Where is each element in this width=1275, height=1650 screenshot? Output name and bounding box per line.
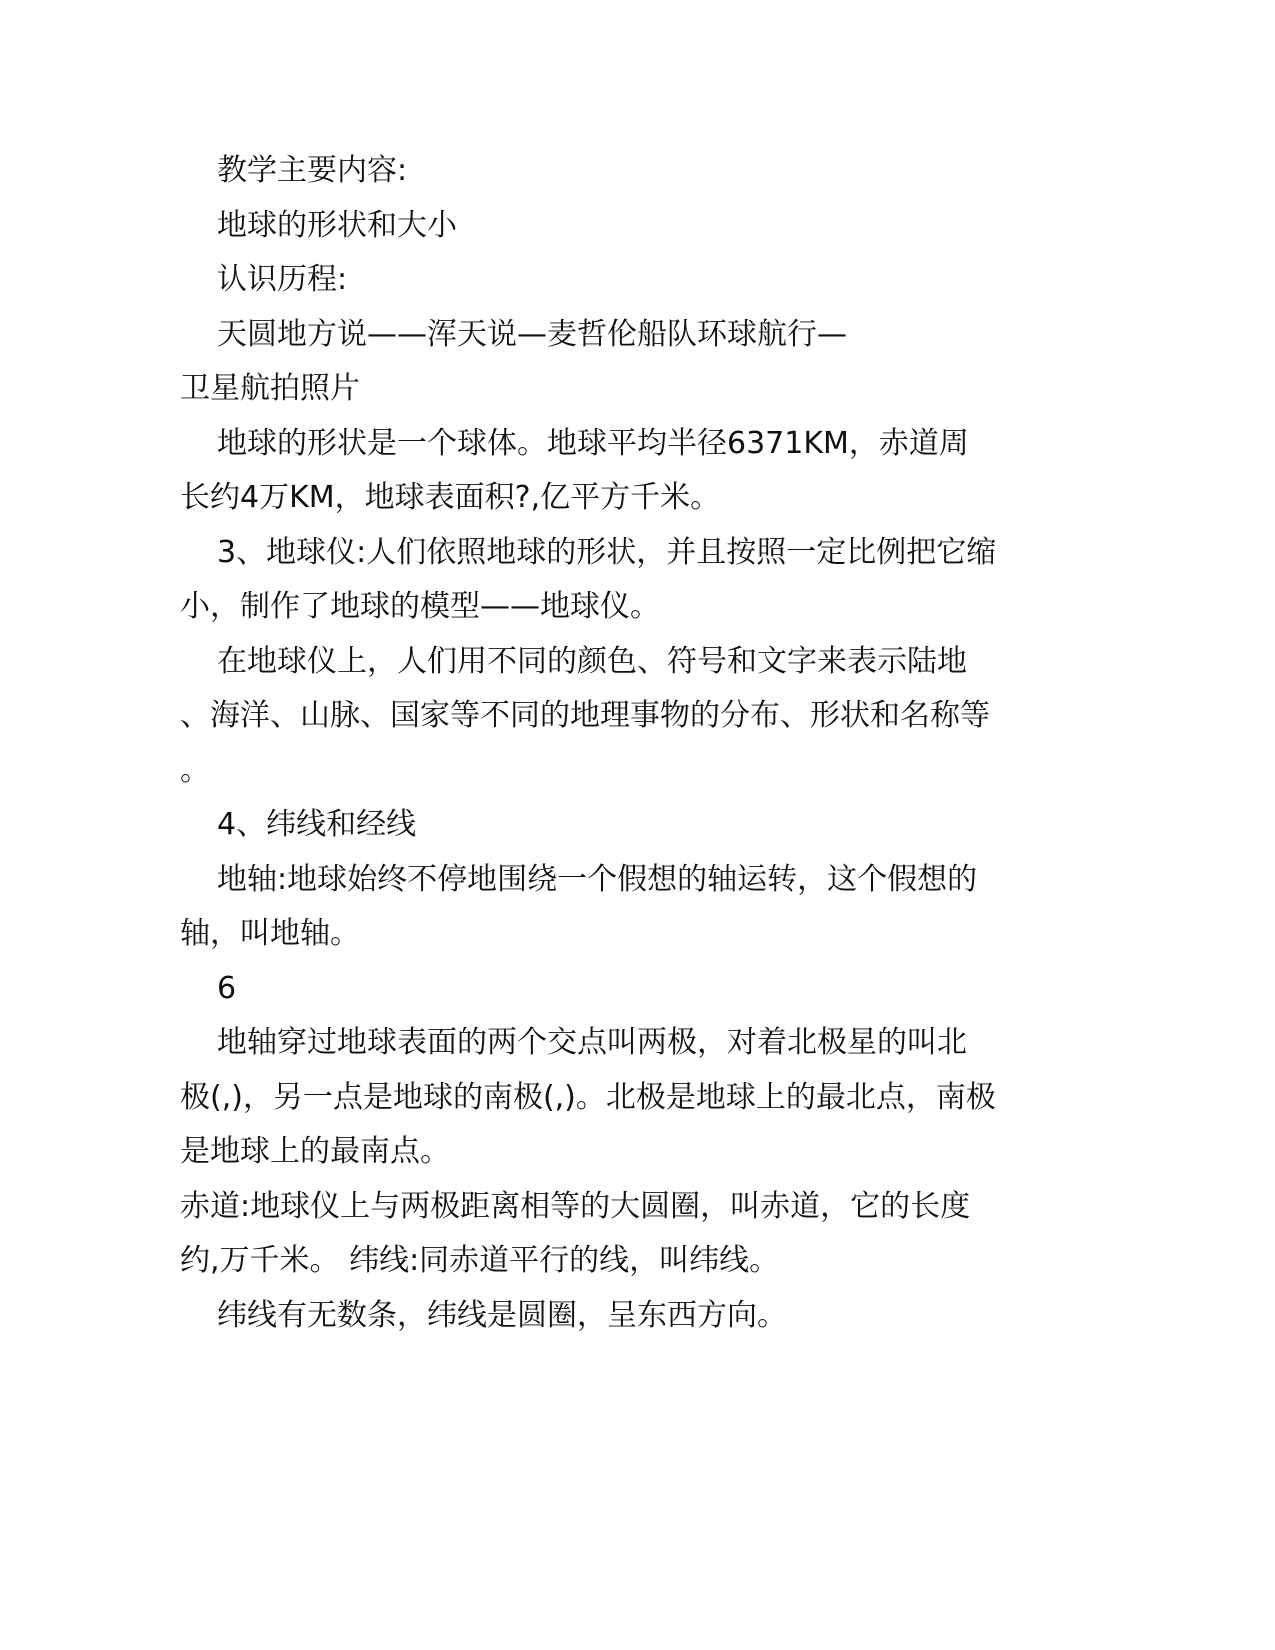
paragraph-equator: 赤道:地球仪上与两极距离相等的大圆圈，叫赤道，它的长度 约,万千米。 纬线:同赤道平行的线，叫纬线。 <box>180 1188 971 1278</box>
paragraph-earth-axis: 地轴:地球始终不停地围绕一个假想的轴运转，这个假想的 轴，叫地轴。 <box>180 861 978 951</box>
paragraph-latitude-longitude-heading: 4、纬线和经线 <box>217 807 417 842</box>
paragraph-globe-definition: 3、地球仪:人们依照地球的形状，并且按照一定比例把它缩 小，制作了地球的模型——地球仪。 <box>180 534 997 624</box>
document-body <box>180 144 1050 1343</box>
paragraph-earth-shape: 地球的形状是一个球体。地球平均半径6371KM，赤道周 长约4万KM，地球表面积?,亿平方千米。 <box>180 425 969 515</box>
paragraph-shape-and-size: 地球的形状和大小 <box>217 207 457 243</box>
paragraph-history-sequence: 天圆地方说——浑天说—麦哲伦船队环球航行— 卫星航拍照片 <box>180 316 847 406</box>
paragraph-cognition-history: 认识历程: <box>217 262 348 297</box>
paragraph-main-content-heading: 教学主要内容: <box>217 153 408 188</box>
paragraph-number-six: 6 <box>217 970 237 1006</box>
paragraph-poles: 地轴穿过地球表面的两个交点叫两极，对着北极星的叫北 极(,)，另一点是地球的南极(,)。北极是地球上的最北点，南极 是地球上的最南点。 <box>180 1025 996 1169</box>
paragraph-latitude-lines: 纬线有无数条，纬线是圆圈，呈东西方向。 <box>217 1297 787 1333</box>
paragraph-globe-features: 在地球仪上，人们用不同的颜色、符号和文字来表示陆地 、海洋、山脉、国家等不同的地理事物的分布、形状和名称等 。 <box>180 643 990 788</box>
